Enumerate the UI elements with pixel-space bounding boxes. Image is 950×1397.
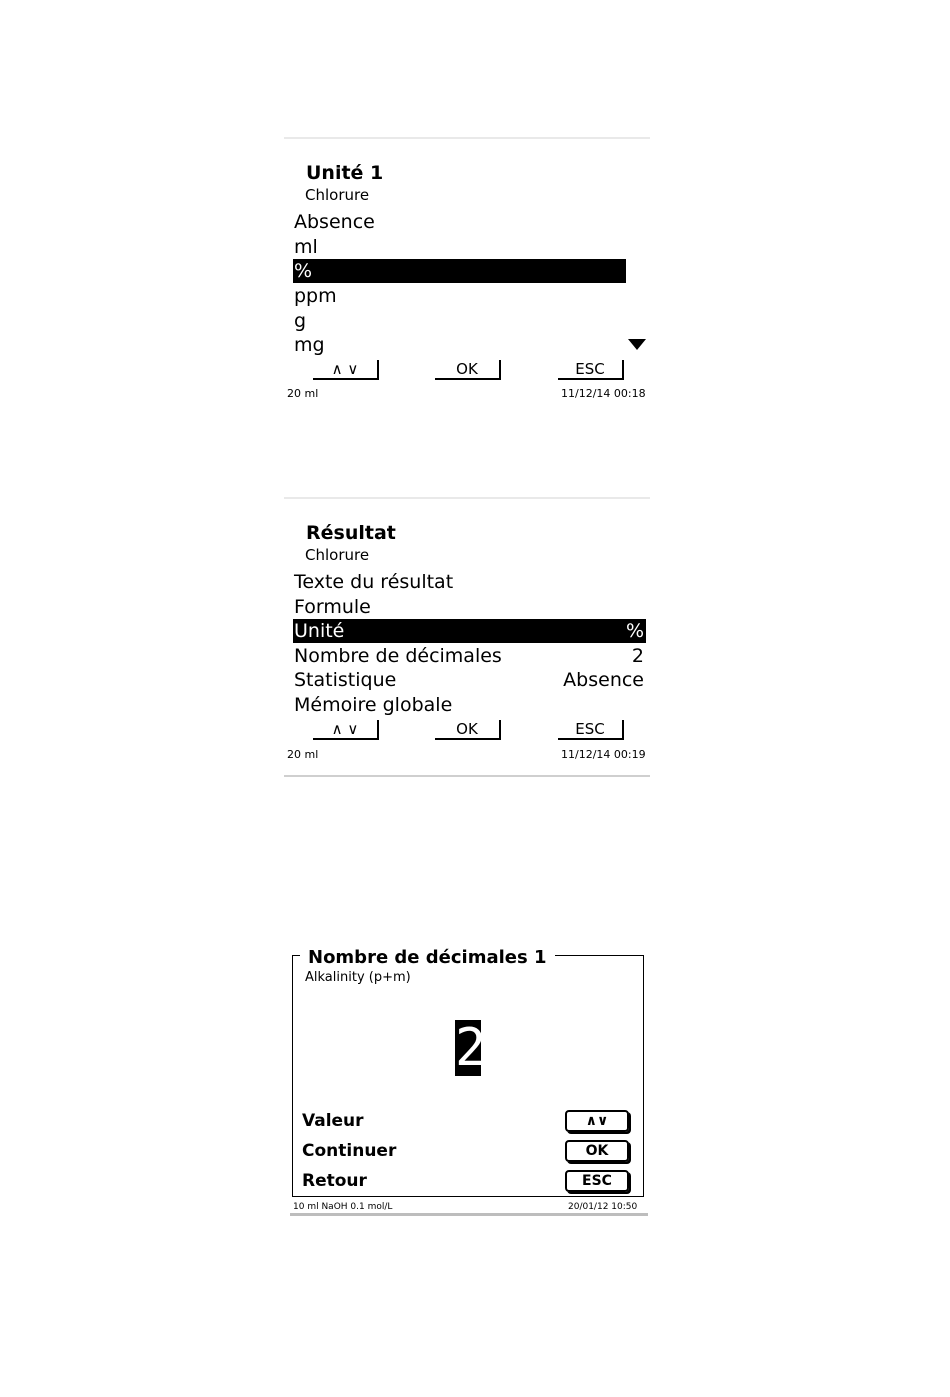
dialog-subtitle: Alkalinity (p+m): [305, 970, 411, 985]
list-item[interactable]: [293, 333, 626, 357]
esc-button[interactable]: ESC: [558, 720, 624, 740]
esc-key-button[interactable]: ESC: [565, 1170, 629, 1192]
list-item-result-text[interactable]: [293, 570, 646, 594]
list-item-formula[interactable]: [293, 595, 646, 619]
divider-top-2: [284, 497, 650, 499]
list-item[interactable]: [293, 210, 626, 234]
list-item-value: %: [625, 620, 644, 642]
list-item-value: Absence: [563, 669, 644, 691]
nav-up-down-button[interactable]: ∧ ∨: [313, 720, 379, 740]
dialog-title: Nombre de décimales 1: [300, 947, 555, 968]
list-item[interactable]: [293, 284, 626, 308]
status-volume: 20 ml: [287, 748, 319, 761]
status-volume: 10 ml NaOH 0.1 mol/L: [293, 1202, 393, 1212]
action-label-value: Valeur: [302, 1111, 364, 1131]
list-item-label: Absence: [294, 211, 375, 233]
status-datetime: 11/12/14 00:18: [561, 387, 646, 400]
page-title: Unité 1: [306, 162, 384, 184]
list-item-label: Nombre de décimales: [294, 645, 502, 667]
esc-button[interactable]: ESC: [558, 360, 624, 380]
list-item-label: Texte du résultat: [294, 571, 454, 593]
page-subtitle: Chlorure: [305, 546, 370, 564]
status-volume: 20 ml: [287, 387, 319, 400]
list-item-unit-selected[interactable]: [293, 619, 646, 643]
status-datetime: 20/01/12 10:50: [568, 1202, 638, 1212]
decimals-value[interactable]: 2: [455, 1018, 487, 1078]
list-item-label: Mémoire globale: [294, 694, 453, 716]
list-item-label: ml: [294, 236, 318, 258]
list-item-statistics[interactable]: [293, 668, 646, 692]
list-item-label: g: [294, 310, 307, 332]
list-item[interactable]: [293, 235, 626, 259]
list-item-global-memory[interactable]: [293, 693, 646, 717]
divider-top-1: [284, 137, 650, 139]
divider-bottom-2: [284, 775, 650, 777]
ok-key-button[interactable]: OK: [565, 1140, 629, 1162]
ok-button[interactable]: OK: [435, 360, 501, 380]
up-down-key-button[interactable]: ∧∨: [565, 1110, 629, 1132]
action-label-back: Retour: [302, 1171, 367, 1191]
list-item-selected[interactable]: [293, 259, 626, 283]
list-item[interactable]: [293, 309, 626, 333]
list-item-label: ppm: [294, 285, 337, 307]
down-triangle-icon[interactable]: [628, 339, 646, 350]
action-label-continue: Continuer: [302, 1141, 397, 1161]
nav-up-down-button[interactable]: ∧ ∨: [313, 360, 379, 380]
list-item-value: 2: [631, 645, 644, 667]
list-item-label: Statistique: [294, 669, 397, 691]
list-item-decimals[interactable]: [293, 644, 646, 668]
page-title: Résultat: [306, 522, 396, 544]
list-item-label: Unité: [294, 620, 345, 642]
page-subtitle: Chlorure: [305, 186, 370, 204]
list-item-label: %: [294, 260, 313, 282]
list-item-label: mg: [294, 334, 325, 356]
status-bar-line: [290, 1213, 648, 1216]
list-item-label: Formule: [294, 596, 371, 618]
ok-button[interactable]: OK: [435, 720, 501, 740]
status-datetime: 11/12/14 00:19: [561, 748, 646, 761]
